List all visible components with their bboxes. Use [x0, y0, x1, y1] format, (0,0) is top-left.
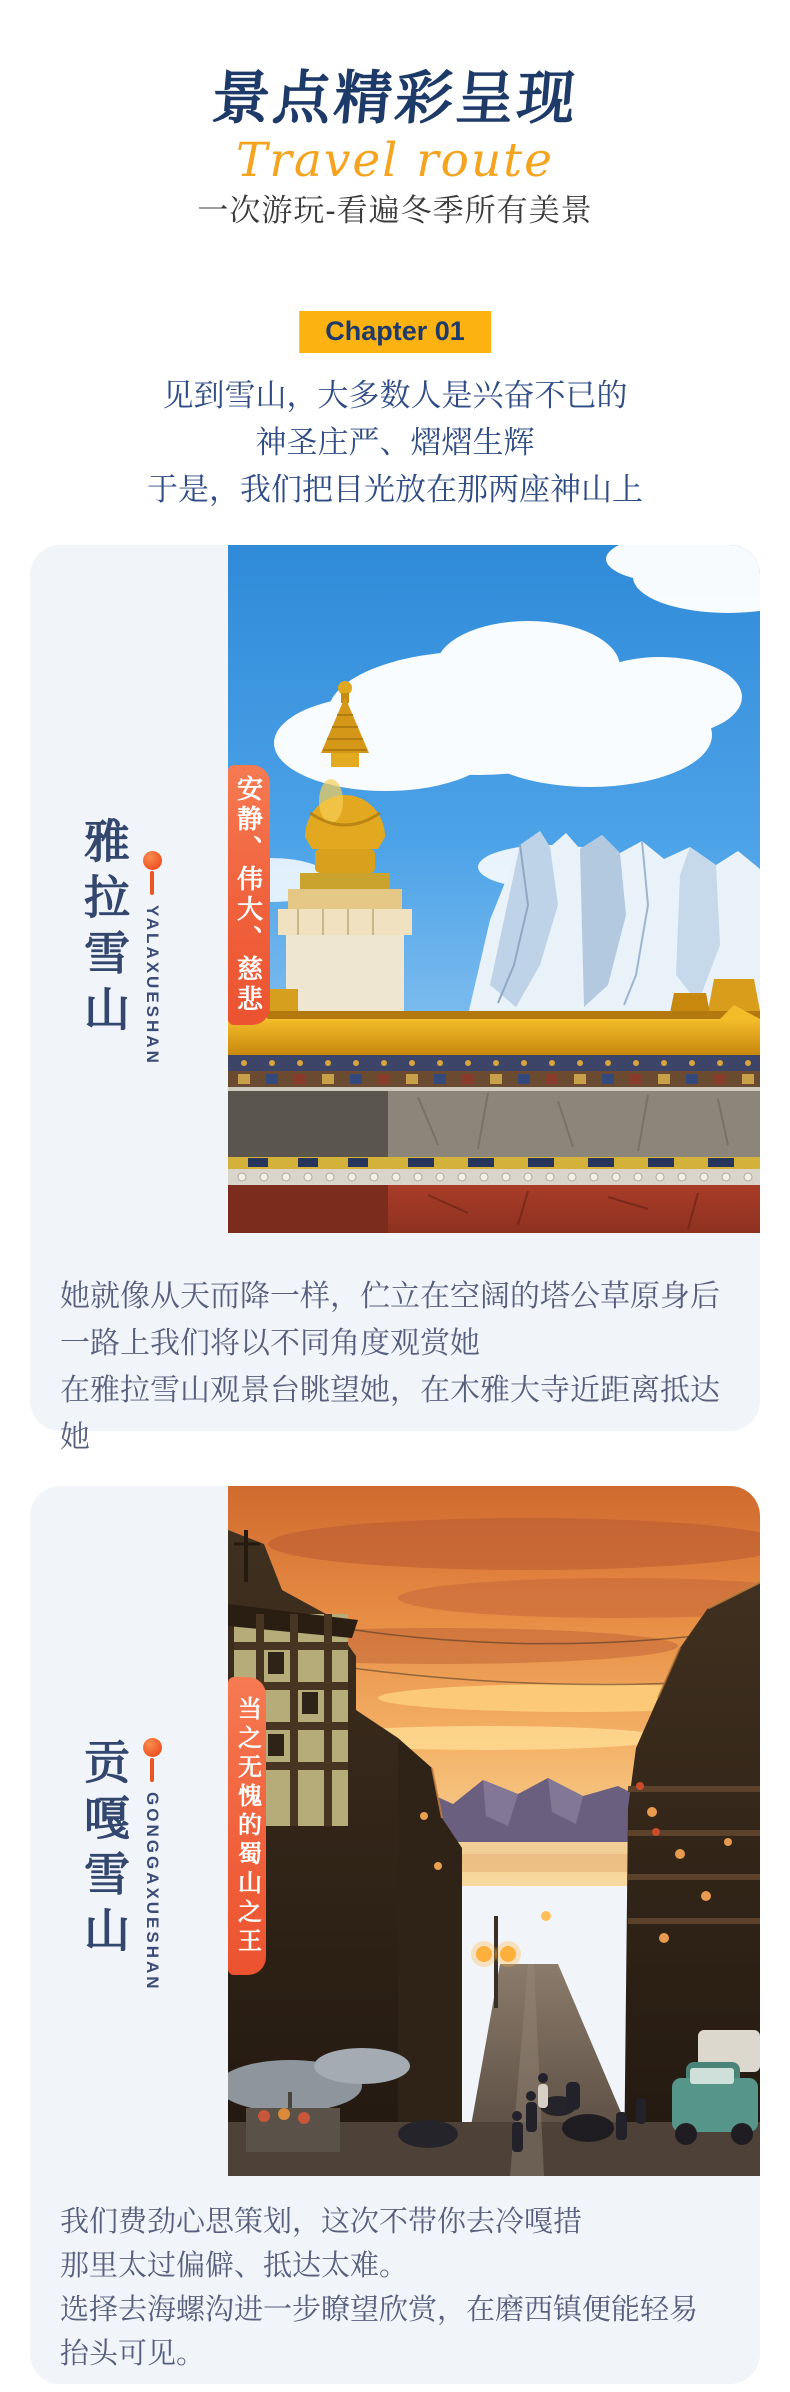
gongga-photo-illustration [228, 1486, 760, 2176]
desc-line: 那里太过偏僻、抵达太难。 [60, 2250, 409, 2282]
pin-column [142, 817, 162, 1066]
chapter-intro [0, 372, 790, 513]
masthead [0, 64, 790, 230]
map-pin-icon [143, 1738, 162, 1757]
mountain-name-cn: 贡嘎雪山 [78, 1738, 130, 1962]
yala-ribbon: 安静、伟大、慈悲 [228, 765, 270, 1025]
map-pin-stick [150, 1758, 154, 1782]
yala-description [60, 1273, 742, 1461]
script-subtitle: Travel route [236, 133, 554, 188]
desc-line: 选择去海螺沟进一步瞭望欣赏，在磨西镇便能轻易 [60, 2294, 699, 2326]
desc-line: 在雅拉雪山观景台眺望她，在木雅大寺近距离抵达她 [60, 1374, 720, 1454]
mountain-name-en: GONGGAXUESHAN [143, 1792, 162, 1992]
scenic-card-yala [30, 545, 760, 1454]
mountain-name-en: YALAXUESHAN [143, 905, 162, 1066]
mountain-label-gongga [78, 1738, 162, 1992]
yala-photo [228, 545, 760, 1233]
desc-line: 她就像从天而降一样，伫立在空阔的塔公草原身后 [60, 1280, 720, 1313]
intro-line: 神圣庄严、熠熠生辉 [255, 425, 535, 460]
scenic-card-gongga [30, 1486, 760, 2384]
pin-column [142, 1738, 162, 1992]
gongga-photo [228, 1486, 760, 2176]
map-pin-stick [150, 871, 154, 895]
temple-roof [228, 1005, 760, 1087]
mountain-name-cn: 雅拉雪山 [78, 817, 130, 1041]
map-pin-icon [143, 851, 162, 870]
page-subtitle: 一次游玩-看遍冬季所有美景 [197, 193, 593, 228]
desc-line: 一路上我们将以不同角度观赏她 [60, 1327, 480, 1360]
intro-line: 于是，我们把目光放在那两座神山上 [147, 472, 643, 507]
gongga-description [60, 2200, 742, 2376]
gongga-ribbon: 当之无愧的蜀山之王 [228, 1677, 266, 1975]
intro-line: 见到雪山，大多数人是兴奋不已的 [162, 378, 628, 413]
page-title: 景点精彩呈现 [209, 66, 581, 131]
desc-line: 抬头可见。 [60, 2338, 206, 2370]
stone-wall [228, 1087, 760, 1233]
chapter-badge: Chapter 01 [299, 311, 491, 353]
mountain-label-yala [78, 817, 162, 1066]
yala-photo-illustration [228, 545, 760, 1233]
desc-line: 我们费劲心思策划，这次不带你去冷嘎措 [60, 2206, 583, 2238]
